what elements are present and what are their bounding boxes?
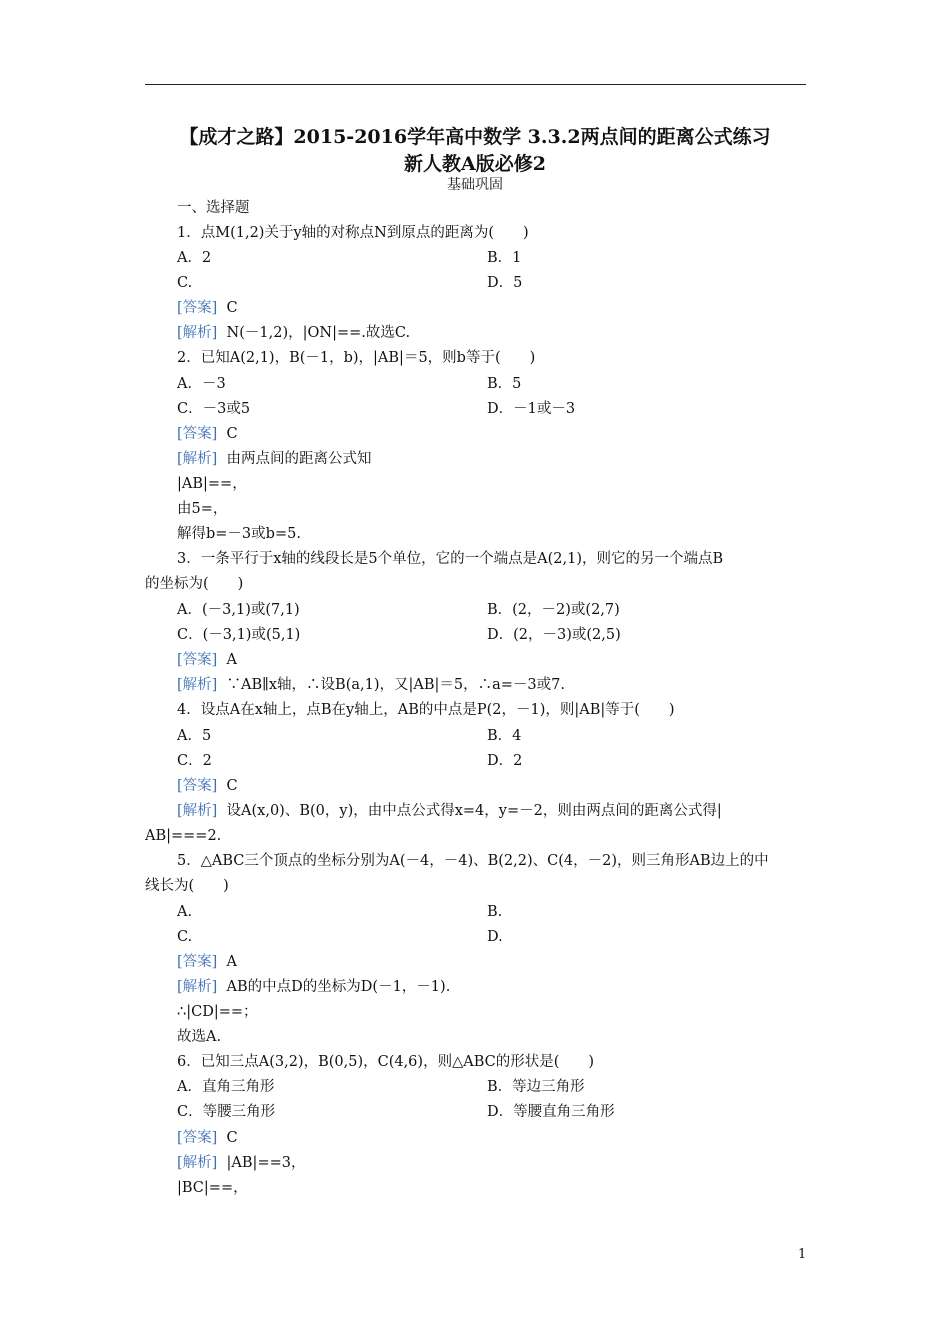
q6-option-c: C．等腰三角形 bbox=[177, 1104, 276, 1120]
q4-option-c: C．2 bbox=[177, 753, 212, 769]
question-5-cont: 线长为( ) bbox=[145, 878, 229, 894]
q2-analysis-line: 解得b=－3或b=5. bbox=[177, 526, 301, 542]
q1-option-d: D．5 bbox=[487, 275, 523, 291]
q5-analysis-line: ∴|CD|==； bbox=[177, 1004, 258, 1020]
section-subtitle: 基础巩固 bbox=[447, 177, 503, 193]
q5-analysis-text: AB的中点D的坐标为D(－1，－1). bbox=[226, 979, 451, 995]
answer-tag: [答案] bbox=[177, 954, 218, 970]
header-rule bbox=[145, 84, 806, 85]
q1-option-b: B．1 bbox=[487, 250, 522, 266]
page-title-line2: 新人教A版必修2 bbox=[404, 153, 546, 175]
answer-tag: [答案] bbox=[177, 426, 218, 442]
q2-option-b: B．5 bbox=[487, 376, 522, 392]
q6-analysis-text: |AB|==3， bbox=[226, 1155, 306, 1171]
q3-option-c: C．(－3,1)或(5,1) bbox=[177, 627, 301, 643]
q5-answer bbox=[177, 953, 237, 971]
q5-option-c: C. bbox=[177, 929, 193, 945]
analysis-tag: [解析] bbox=[177, 979, 218, 995]
analysis-tag: [解析] bbox=[177, 1155, 218, 1171]
q4-answer-value: C bbox=[226, 778, 238, 794]
section-heading: 一、选择题 bbox=[177, 200, 250, 216]
question-2: 2．已知A(2,1)，B(－1，b)，|AB|＝5，则b等于( ) bbox=[177, 350, 536, 366]
q5-option-d: D. bbox=[487, 929, 503, 945]
q3-answer bbox=[177, 651, 237, 669]
q1-analysis bbox=[177, 324, 410, 342]
answer-tag: [答案] bbox=[177, 652, 218, 668]
q3-answer-value: A bbox=[226, 652, 238, 668]
q2-answer-value: C bbox=[226, 426, 238, 442]
q3-analysis-text: ∵AB∥x轴，∴设B(a,1)，又|AB|＝5，∴a=－3或7. bbox=[226, 677, 565, 693]
q6-option-a: A．直角三角形 bbox=[177, 1079, 275, 1095]
q1-option-c: C. bbox=[177, 275, 193, 291]
analysis-tag: [解析] bbox=[177, 677, 218, 693]
q4-option-d: D．2 bbox=[487, 753, 523, 769]
q4-answer bbox=[177, 777, 238, 795]
answer-tag: [答案] bbox=[177, 1130, 218, 1146]
q1-answer bbox=[177, 299, 238, 317]
q4-analysis-line: AB|===2. bbox=[145, 828, 222, 844]
q2-option-c: C．－3或5 bbox=[177, 401, 251, 417]
q1-option-a: A．2 bbox=[177, 250, 212, 266]
q5-analysis bbox=[177, 978, 450, 996]
q2-option-a: A．－3 bbox=[177, 376, 226, 392]
q3-analysis bbox=[177, 676, 565, 694]
q3-option-a: A．(－3,1)或(7,1) bbox=[177, 602, 300, 618]
q6-answer-value: C bbox=[226, 1130, 238, 1146]
q2-analysis bbox=[177, 450, 372, 468]
q5-answer-value: A bbox=[226, 954, 238, 970]
question-3: 3．一条平行于x轴的线段长是5个单位，它的一个端点是A(2,1)，则它的另一个端点B bbox=[177, 551, 724, 567]
q6-analysis bbox=[177, 1154, 305, 1172]
q6-answer bbox=[177, 1129, 238, 1147]
q6-analysis-line: |BC|==， bbox=[177, 1180, 248, 1196]
q4-option-a: A．5 bbox=[177, 728, 212, 744]
q1-answer-value: C bbox=[226, 300, 238, 316]
page-number: 1 bbox=[798, 1247, 807, 1262]
answer-tag: [答案] bbox=[177, 778, 218, 794]
analysis-tag: [解析] bbox=[177, 325, 218, 341]
q2-option-d: D．－1或－3 bbox=[487, 401, 576, 417]
analysis-tag: [解析] bbox=[177, 803, 218, 819]
question-3-cont: 的坐标为( ) bbox=[145, 576, 244, 592]
q4-analysis-text: 设A(x,0)、B(0，y)，由中点公式得x=4，y=－2，则由两点间的距离公式得| bbox=[226, 803, 722, 819]
q3-option-b: B．(2，－2)或(2,7) bbox=[487, 602, 620, 618]
q6-option-b: B．等边三角形 bbox=[487, 1079, 585, 1095]
q2-analysis-line: |AB|==， bbox=[177, 476, 247, 492]
q2-analysis-line: 由5=， bbox=[177, 501, 228, 517]
q6-option-d: D．等腰直角三角形 bbox=[487, 1104, 615, 1120]
question-4: 4．设点A在x轴上，点B在y轴上，AB的中点是P(2，－1)，则|AB|等于( ) bbox=[177, 702, 675, 718]
q4-option-b: B．4 bbox=[487, 728, 522, 744]
page-title: 【成才之路】2015-2016学年高中数学 3.3.2两点间的距离公式练习 bbox=[179, 126, 771, 148]
q5-analysis-line: 故选A. bbox=[177, 1029, 222, 1045]
answer-tag: [答案] bbox=[177, 300, 218, 316]
q4-analysis bbox=[177, 802, 722, 820]
analysis-tag: [解析] bbox=[177, 451, 218, 467]
q1-analysis-text: N(－1,2)，|ON|==.故选C. bbox=[226, 325, 411, 341]
q3-option-d: D．(2，－3)或(2,5) bbox=[487, 627, 621, 643]
question-5: 5．△ABC三个顶点的坐标分别为A(－4，－4)、B(2,2)、C(4，－2)，则三角形AB边上的中 bbox=[177, 853, 769, 869]
question-6: 6．已知三点A(3,2)，B(0,5)，C(4,6)，则△ABC的形状是( ) bbox=[177, 1054, 595, 1070]
q5-option-a: A. bbox=[177, 904, 193, 920]
q2-analysis-text: 由两点间的距离公式知 bbox=[226, 451, 372, 467]
q5-option-b: B. bbox=[487, 904, 503, 920]
question-1: 1．点M(1,2)关于y轴的对称点N到原点的距离为( ) bbox=[177, 225, 529, 241]
q2-answer bbox=[177, 425, 238, 443]
